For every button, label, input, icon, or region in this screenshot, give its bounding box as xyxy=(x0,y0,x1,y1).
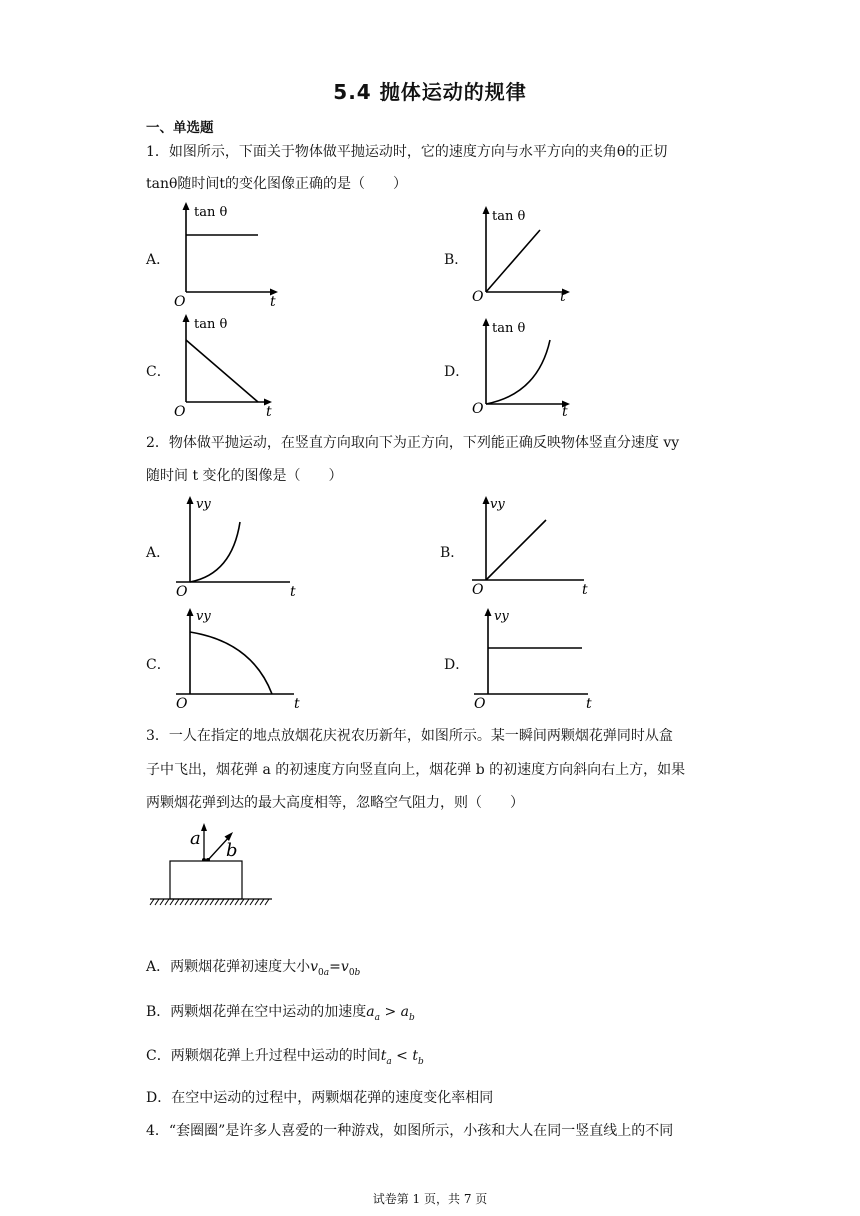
q3-option-c: C．两颗烟花弹上升过程中运动的时间$t_a < t_b$ xyxy=(146,1048,424,1067)
q1-option-d-label: D． xyxy=(444,364,470,380)
q2-option-d-label: D． xyxy=(444,657,470,673)
q1d-xlabel: t xyxy=(562,404,568,420)
q2a-xlabel: t xyxy=(290,584,296,600)
q1-graph-b xyxy=(468,204,598,314)
q3-stem-line2: 子中飞出，烟花弹 a 的初速度方向竖直向上，烟花弹 b 的初速度方向斜向右上方，如果 xyxy=(146,762,686,778)
q2b-origin: O xyxy=(472,582,484,598)
q2-stem-line1: 2．物体做平抛运动，在竖直方向取向下为正方向，下列能正确反映物体竖直分速度 vy xyxy=(146,435,680,451)
q3-option-b: B．两颗烟花弹在空中运动的加速度$a_a > a_b$ xyxy=(146,1004,415,1023)
q1-option-c-label: C． xyxy=(146,364,171,380)
q1c-xlabel: t xyxy=(266,404,272,420)
q2-graph-c xyxy=(170,606,310,714)
q1c-origin: O xyxy=(174,404,186,420)
q1-option-a-label: A． xyxy=(146,252,171,268)
q2a-origin: O xyxy=(176,584,188,600)
q2-graph-b xyxy=(466,494,601,602)
section-heading: 一、单选题 xyxy=(146,120,214,136)
page-footer: 试卷第 1 页，共 7 页 xyxy=(372,1192,488,1206)
q2-stem-line2: 随时间 t 变化的图像是（ ） xyxy=(146,468,343,484)
q3-option-d: D．在空中运动的过程中，两颗烟花弹的速度变化率相同 xyxy=(146,1090,494,1106)
q2d-xlabel: t xyxy=(586,696,592,712)
q1d-ylabel: tan θ xyxy=(492,321,526,336)
q1c-ylabel: tan θ xyxy=(194,317,228,332)
q1-graph-c xyxy=(168,312,298,422)
q2c-ylabel: vy xyxy=(196,609,211,624)
q2-graph-d xyxy=(468,606,603,714)
q2d-origin: O xyxy=(474,696,486,712)
q3-label-b: b xyxy=(226,840,238,861)
q1a-origin: O xyxy=(174,294,186,310)
q2-option-b-label: B． xyxy=(440,545,465,561)
q2-option-a-label: A． xyxy=(146,545,171,561)
q3-stem-line1: 3．一人在指定的地点放烟花庆祝农历新年，如图所示。某一瞬间两颗烟花弹同时从盒 xyxy=(146,728,673,744)
q3-fireworks-figure xyxy=(146,818,276,910)
q1b-ylabel: tan θ xyxy=(492,209,526,224)
q3-option-a: A．两颗烟花弹初速度大小$v_{0a}=v_{0b}$ xyxy=(146,959,361,978)
q2a-ylabel: vy xyxy=(196,497,211,512)
q1a-ylabel: tan θ xyxy=(194,205,228,220)
q1b-origin: O xyxy=(472,289,484,305)
q4-stem-line1: 4．“套圈圈”是许多人喜爱的一种游戏，如图所示，小孩和大人在同一竖直线上的不同 xyxy=(146,1123,674,1139)
q3-label-a: a xyxy=(190,828,201,849)
q1-stem-line1: 1．如图所示，下面关于物体做平抛运动时，它的速度方向与水平方向的夹角θ的正切 xyxy=(146,144,668,160)
q1b-xlabel: t xyxy=(560,289,566,305)
q2-option-c-label: C． xyxy=(146,657,171,673)
q1-graph-d xyxy=(468,316,598,422)
q1-option-b-label: B． xyxy=(444,252,469,268)
q2b-ylabel: vy xyxy=(490,497,505,512)
q1-stem-line2: tanθ随时间t的变化图像正确的是（ ） xyxy=(146,176,408,192)
q2c-xlabel: t xyxy=(294,696,300,712)
q1d-origin: O xyxy=(472,401,484,417)
q1a-xlabel: t xyxy=(270,294,276,310)
q2-graph-a xyxy=(170,494,305,602)
q3-stem-line3: 两颗烟花弹到达的最大高度相等，忽略空气阻力，则（ ） xyxy=(146,795,524,811)
q2d-ylabel: vy xyxy=(494,609,509,624)
q2c-origin: O xyxy=(176,696,188,712)
q1-graph-a xyxy=(168,200,298,310)
q2b-xlabel: t xyxy=(582,582,588,598)
page-title: 5.4 抛体运动的规律 xyxy=(333,80,527,104)
